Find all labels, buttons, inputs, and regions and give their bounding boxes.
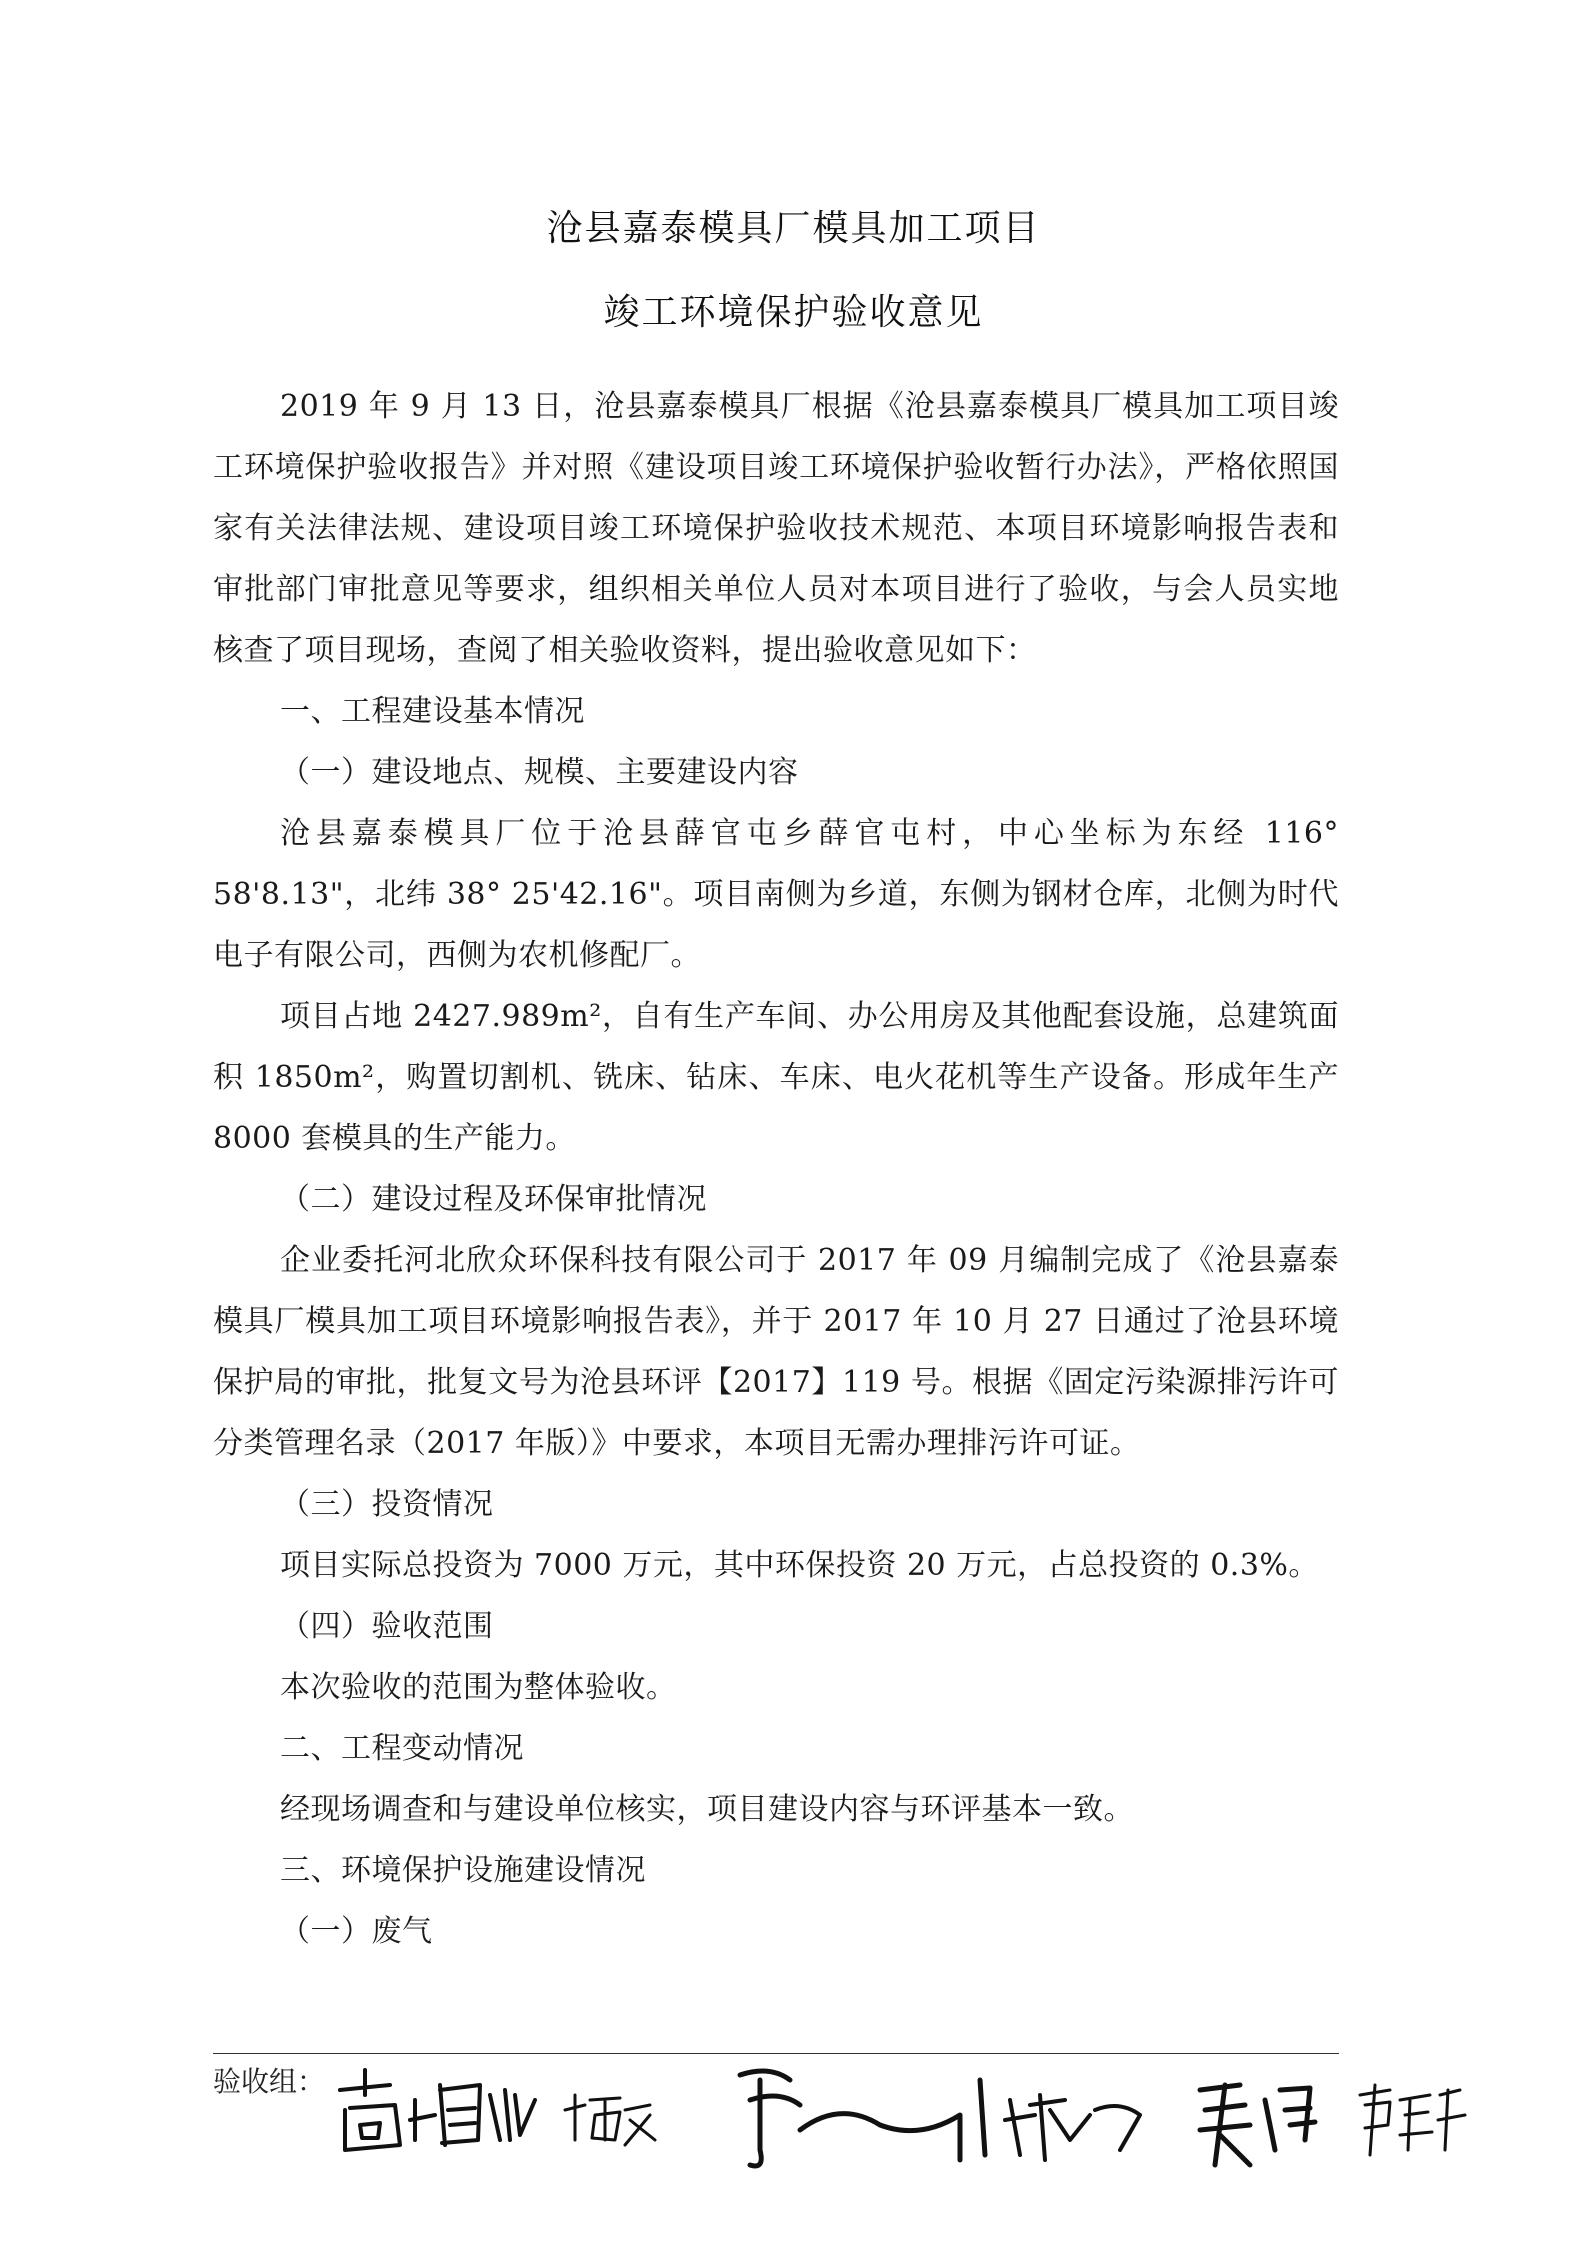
signature-2: [565, 2095, 655, 2145]
body-paragraph: 沧县嘉泰模具厂位于沧县薛官屯乡薛官屯村，中心坐标为东经 116° 58'8.13"，北纬 38° 25'42.16"。项目南侧为乡道，东侧为钢材仓库，北侧为时代电子有限公司，西侧为农机修配厂。: [213, 816, 1339, 973]
body-paragraph: 本次验收的范围为整体验收。: [280, 1670, 677, 1705]
section-heading: 一、工程建设基本情况: [280, 694, 585, 729]
intro-paragraph: 2019 年 9 月 13 日，沧县嘉泰模具厂根据《沧县嘉泰模具厂模具加工项目竣工环境保护验收报告》并对照《建设项目竣工环境保护验收暂行办法》，严格依照国家有关法律法规、建设项目竣工环境保护验收技术规范、本项目环境影响报告表和审批部门审批意见等要求，组织相关单位人员对本项目进行了验收，与会人员实地核查了项目现场，查阅了相关验收资料，提出验收意见如下：: [213, 389, 1339, 668]
handwritten-signatures: [320, 2040, 1500, 2190]
acceptance-group-label: 验收组：: [213, 2065, 326, 2098]
subsection-heading: （二）建设过程及环保审批情况: [280, 1182, 707, 1217]
subsection-heading: （一）废气: [280, 1914, 433, 1949]
document-subtitle: 竣工环境保护验收意见: [603, 292, 984, 333]
signature-1: [340, 2070, 535, 2150]
subsection-heading: （四）验收范围: [280, 1609, 494, 1644]
body-paragraph: 企业委托河北欣众环保科技有限公司于 2017 年 09 月编制完成了《沧县嘉泰模具厂模具加工项目环境影响报告表》，并于 2017 年 10 月 27 日通过了沧县环境保护局的审批，批复文号为沧县环评【2017】119 号。根据《固定污染源排污许可分类管理名录（2017 年版）》中要求，本项目无需办理排污许可证。: [213, 1243, 1339, 1461]
document-body: [213, 376, 1339, 1962]
document-title: 沧县嘉泰模具厂模具加工项目: [546, 208, 1041, 249]
signature-6: [1360, 2085, 1465, 2155]
signature-5: [1200, 2085, 1315, 2165]
section-heading: 三、环境保护设施建设情况: [280, 1853, 646, 1888]
section-heading: 二、工程变动情况: [280, 1731, 524, 1766]
body-paragraph: 项目实际总投资为 7000 万元，其中环保投资 20 万元，占总投资的 0.3%。: [280, 1548, 1319, 1583]
subsection-heading: （三）投资情况: [280, 1487, 494, 1522]
signature-3: [740, 2071, 985, 2166]
subsection-heading: （一）建设地点、规模、主要建设内容: [280, 755, 799, 790]
body-paragraph: 经现场调查和与建设单位核实，项目建设内容与环评基本一致。: [280, 1792, 1134, 1827]
body-paragraph: 项目占地 2427.989m²，自有生产车间、办公用房及其他配套设施，总建筑面积 1850m²，购置切割机、铣床、钻床、车床、电火花机等生产设备。形成年生产 8000 套模具的生产能力。: [213, 999, 1339, 1156]
signature-4: [1005, 2095, 1140, 2160]
